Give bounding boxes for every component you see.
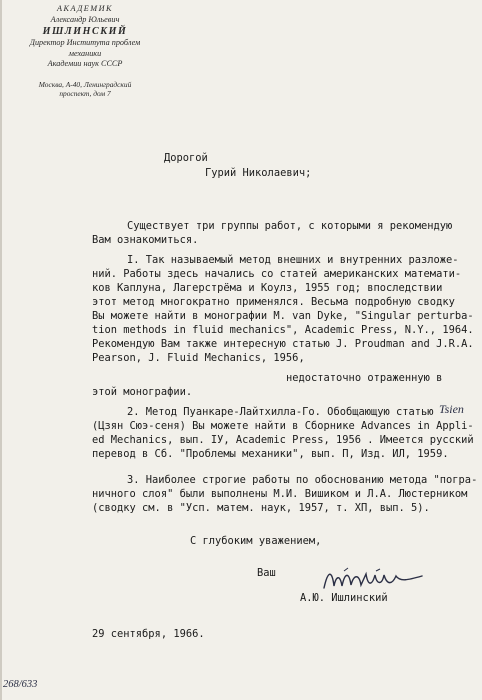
closing-vash: Ваш: [257, 567, 276, 579]
intro-line-1: Существует три группы работ, с которыми я рекомендую: [127, 220, 453, 232]
letterhead-position-2: механики: [68, 48, 102, 58]
salutation-line-1: Дорогой: [164, 152, 208, 164]
paragraph-1-line-8: Pearson, J. Fluid Mechanics, 1956,: [92, 352, 305, 364]
salutation-line-2: Гурий Николаевич;: [205, 167, 312, 179]
paragraph-3-line-2: ничного слоя" были выполнены М.И. Вишиком и Л.А. Люстерником: [92, 488, 468, 500]
page-edge: [0, 0, 2, 700]
letterhead-position: Директор Института проблем: [29, 38, 141, 48]
paragraph-3-line-1: 3. Наиболее строгие работы по обоснованию метода "погра-: [127, 474, 478, 486]
archive-number: 268/633: [3, 679, 38, 690]
paragraph-1-line-2: ний. Работы здесь начались со статей американских математи-: [92, 268, 462, 280]
paragraph-2-line-4: перевод в Сб. "Проблемы механики", вып. П, Изд. ИЛ, 1959.: [92, 448, 449, 460]
letterhead-academy: Академии наук СССР: [47, 59, 123, 69]
letterhead-address-line-1: Москва, А-40, Ленинградский: [38, 79, 132, 89]
intro-line-2: Вам ознакомиться.: [92, 234, 199, 246]
letterhead-address: [0, 80, 170, 99]
letterhead-title: АКАДЕМИК: [57, 4, 113, 13]
letterhead: [0, 4, 170, 99]
letterhead-address-line-2: проспект, дом 7: [59, 89, 111, 99]
paragraph-2-line-1: 2. Метод Пуанкаре-Лайтхилла-Го. Обобщающую статью: [127, 406, 434, 418]
handwritten-tsien: Tsien: [439, 402, 464, 416]
paragraph-1-line-9: недостаточно отраженную в: [286, 372, 443, 384]
paragraph-1-line-10: этой монографии.: [92, 386, 193, 398]
paragraph-1-line-4: этот метод многократно применялся. Весьма подробную сводку: [92, 296, 455, 308]
paragraph-3-line-3: (сводку см. в "Усп. матем. наук, 1957, т. ХП, вып. 5).: [92, 502, 430, 514]
letter-date: 29 сентября, 1966.: [92, 628, 205, 640]
paragraph-2-line-3: ed Mechanics, вып. IУ, Academic Press, 1956 . Имеется русский: [92, 434, 474, 446]
paragraph-1-line-5: Вы можете найти в монографии M. van Dyke, "Singular perturba-: [92, 310, 474, 322]
paragraph-1-line-6: tion methods in fluid mechanics", Academic Press, N.Y., 1964.: [92, 324, 474, 336]
paragraph-2-line-2: (Цзян Сюэ-сеня) Вы можете найти в Сборнике Advances in Appli-: [92, 420, 474, 432]
paragraph-1-line-1: I. Так называемый метод внешних и внутренних разложе-: [127, 254, 459, 266]
paragraph-1-line-7: Рекомендую Вам также интересную статью J. Proudman and J.R.A.: [92, 338, 474, 350]
letterhead-first-name: Александр Юльевич: [50, 14, 120, 24]
paragraph-1-line-3: ков Каплуна, Лагерстрёма и Коулз, 1955 год; впоследствии: [92, 282, 443, 294]
closing: С глубоким уважением,: [190, 535, 322, 547]
letterhead-surname: ИШЛИНСКИЙ: [42, 26, 128, 38]
signer-name: А.Ю. Ишлинский: [300, 592, 388, 604]
